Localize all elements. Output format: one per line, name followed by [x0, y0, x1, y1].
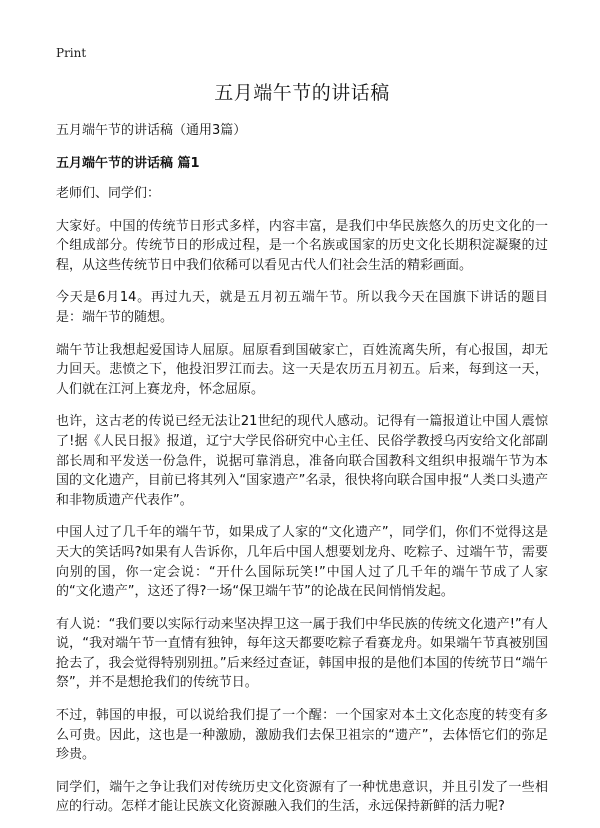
print-link[interactable]: Print [56, 46, 87, 60]
page-title: 五月端午节的讲话稿 [214, 82, 390, 104]
document-subtitle: 五月端午节的讲话稿（通用3篇） [56, 123, 247, 138]
body-paragraph: 中国人过了几千年的端午节，如果成了人家的“文化遗产”，同学们，你们不觉得这是天大的笑话吗?如果有人告诉你，几年后中国人想要划龙舟、吃粽子、过端午节，需要向别的国，你一定会说：“开什么国际玩笑!”中国人过了几千年的端午节成了人家的“文化遗产”，这还了得?一场“保卫端午节”的论战在民间悄悄发起。 [56, 525, 548, 600]
body-paragraph: 端午节让我想起爱国诗人屈原。屈原看到国破家亡，百姓流离失所，有心报国，却无力回天。悲愤之下，他投汨罗江而去。这一天是农历五月初五。后来，每到这一天，人们就在江河上赛龙舟，怀念屈原。 [56, 342, 548, 397]
greeting-paragraph: 老师们、同学们： [56, 186, 161, 201]
body-paragraph: 也许，这古老的传说已经无法让21世纪的现代人感动。记得有一篇报道让中国人震惊了!据《人民日报》报道，辽宁大学民俗研究中心主任、民俗学教授乌丙安给文化部副部长周和平发送一份急件，说据可靠消息，准备向联合国教科文组织申报端午节为本国的文化遗产，目前已将其列入“国家遗产”名录，很快将向联合国申报“人类口头遗产和非物质遗产代表作”。 [56, 414, 548, 508]
body-paragraph: 同学们，端午之争让我们对传统历史文化资源有了一种忧患意识，并且引发了一些相应的行动。怎样才能让民族文化资源融入我们的生活，永远保持新鲜的活力呢? [56, 779, 548, 815]
body-paragraph: 今天是6月14。再过九天，就是五月初五端午节。所以我今天在国旗下讲话的题目是：端午节的随想。 [56, 290, 548, 325]
body-paragraph: 大家好。中国的传统节日形式多样，内容丰富，是我们中华民族悠久的历史文化的一个组成部分。传统节日的形成过程，是一个名族或国家的历史文化长期积淀凝聚的过程，从这些传统节日中我们依稀可以看见古代人们社会生活的精彩画面。 [56, 218, 548, 273]
body-paragraph: 有人说：“我们要以实际行动来坚决捍卫这一属于我们中华民族的传统文化遗产!”有人说，“我对端午节一直情有独钟，每年这天都要吃粽子看赛龙舟。如果端午节真被别国抢去了，我会觉得特别别扭。”后来经过查证，韩国申报的是他们本国的传统节日“端午祭”，并不是想抢我们的传统节日。 [56, 616, 548, 691]
section-title: 五月端午节的讲话稿 篇1 [56, 156, 200, 171]
body-paragraph: 不过，韩国的申报，可以说给我们提了一个醒：一个国家对本土文化态度的转变有多么可贵。因此，这也是一种激励，激励我们去保卫祖宗的“遗产”，去体悟它们的弥足珍贵。 [56, 708, 548, 763]
